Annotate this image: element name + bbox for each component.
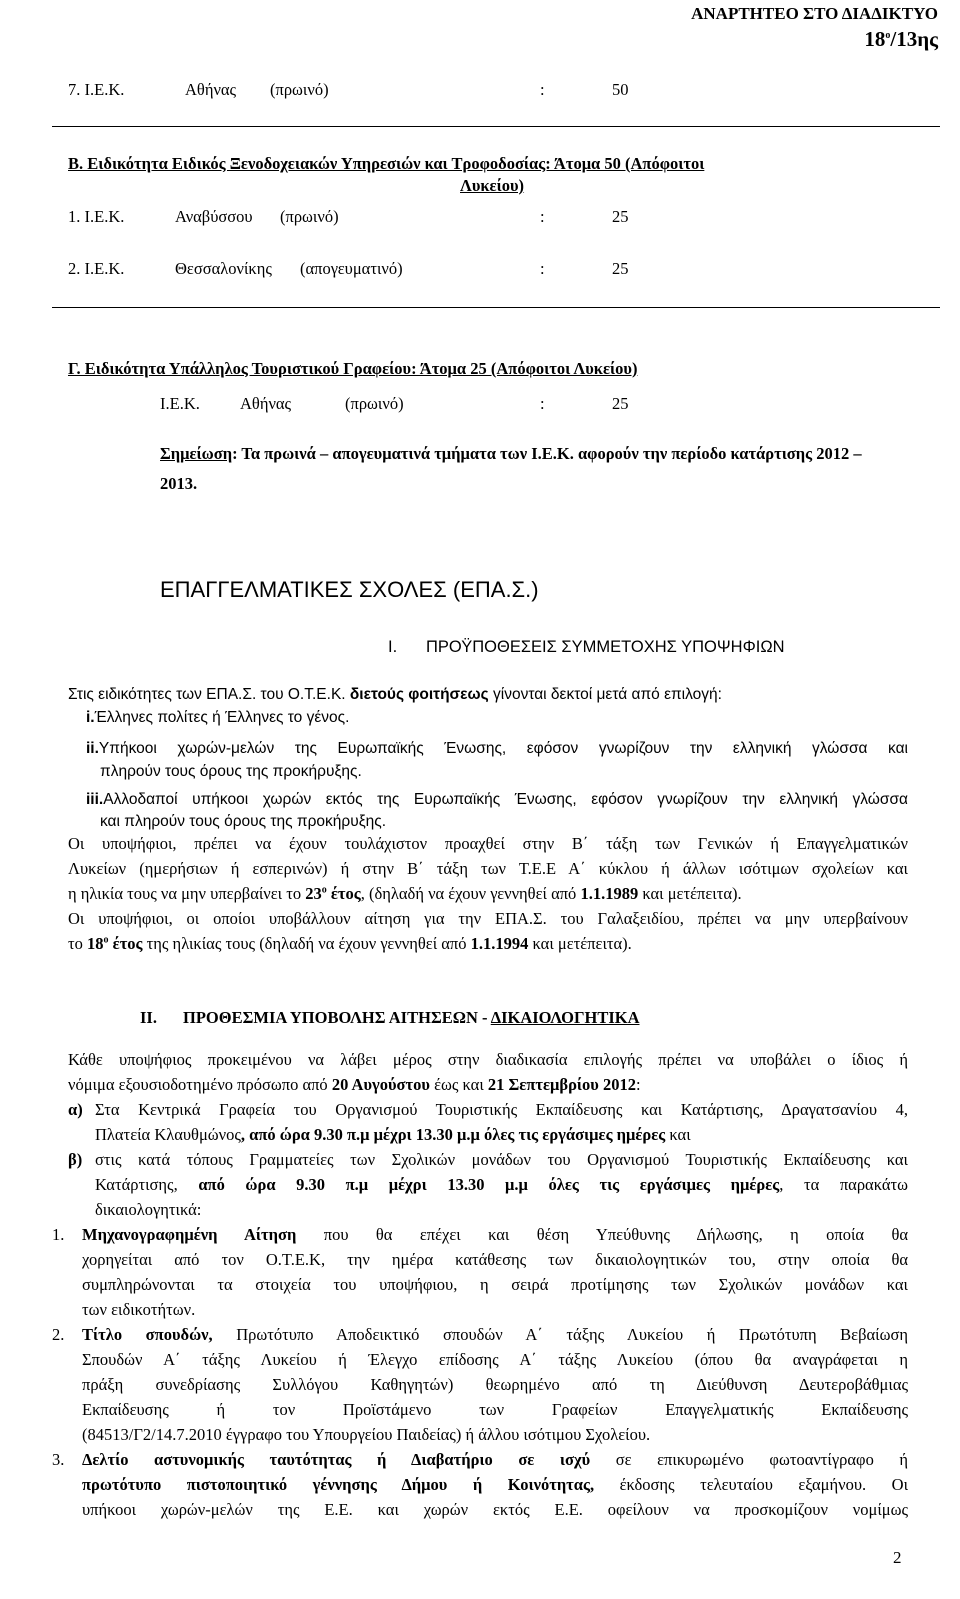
item-colon: :	[540, 80, 545, 99]
list-bold: Δελτίο αστυνομικής ταυτότητας ή Διαβατήριο σε ισχύ	[82, 1450, 591, 1469]
list-bold: πρωτότυπο πιστοποιητικό γέννησης Δήμου ή Κοινότητας,	[82, 1475, 595, 1494]
criterion-text: Αλλοδαποί υπήκοοι χωρών εκτός της Ευρωπαϊκής Ένωσης, εφόσον γνωρίζουν την ελληνική γλώσσα	[103, 791, 908, 808]
session-sup: ο	[885, 30, 891, 41]
list-bold: Μηχανογραφημένη Αίτηση	[82, 1225, 297, 1244]
list-bold: Τίτλο σπουδών,	[82, 1325, 213, 1344]
p2-line2c: και μετέπειτα).	[532, 934, 632, 953]
p1-age-word: έτος	[330, 884, 361, 903]
item-name: Αθήνας	[240, 394, 292, 413]
p1-age-sup: ο	[321, 884, 327, 896]
b-line2	[95, 1175, 908, 1195]
sec1-num: Ι.	[388, 638, 398, 656]
sec2-p-line2	[68, 1075, 641, 1095]
item-name: Αθήνας	[185, 80, 237, 99]
sec2-p-line2c: :	[635, 1075, 641, 1094]
note-label: Σημείωση	[160, 444, 233, 463]
a-line1: Στα Κεντρικά Γραφεία του Οργανισμού Τουριστικής Εκπαίδευσης και Κατάρτισης, Δραγατσανίου 4,	[95, 1100, 908, 1119]
item-name: Θεσσαλονίκης	[175, 259, 272, 278]
item-name: Αναβύσσου	[175, 207, 253, 226]
b-line3: δικαιολογητικά:	[95, 1200, 202, 1219]
p1-line3a: η ηλικία τους να μην υπερβαίνει το	[68, 884, 302, 903]
a-label: α)	[68, 1100, 83, 1119]
list-line: συμπληρώνονται τα στοιχεία του υποψήφιου, η σειρά προτίμησης των Σχολικών μονάδων και	[82, 1275, 908, 1294]
list-line: Εκπαίδευσης ή τον Προϊστάμενο των Γραφείων Επαγγελματικής Εκπαίδευσης	[82, 1400, 908, 1419]
list-rest: Πρωτότυπο Αποδεικτικό σπουδών Α΄ τάξης Λυκείου ή Πρωτότυπη Βεβαίωση	[236, 1325, 908, 1344]
p2-line2b: της ηλικίας τους (δηλαδή να έχουν γεννηθεί από	[146, 934, 467, 953]
criterion-num: i.	[86, 709, 95, 726]
header-title: ΑΝΑΡΤΗΤΕΟ ΣΤΟ ΔΙΑΔΙΚΤΥΟ	[691, 4, 938, 23]
b-label: β)	[68, 1150, 83, 1169]
sec2-num: ΙΙ.	[140, 1008, 157, 1027]
section-b-heading-line1: Β. Ειδικότητα Ειδικός Ξενοδοχειακών Υπηρεσιών και Τροφοδοσίας: Άτομα 50 (Απόφοιτοι	[68, 154, 705, 173]
section-b-heading-line2: Λυκείου)	[460, 176, 525, 195]
p2-line1: Οι υποψήφιοι, οι οποίοι υποβάλλουν αίτηση για την ΕΠΑ.Σ. του Γαλαξειδίου, πρέπει να μην υπερβαίνουν	[68, 909, 908, 928]
p1-line3c: και μετέπειτα).	[642, 884, 742, 903]
criterion-i	[86, 709, 349, 728]
section-g-heading: Γ. Ειδικότητα Υπάλληλος Τουριστικού Γραφείου: Άτομα 25 (Απόφοιτοι Λυκείου)	[68, 359, 638, 378]
item-colon: :	[540, 394, 545, 413]
p2-line2	[68, 934, 632, 954]
p1-line3b: , (δηλαδή να έχουν γεννηθεί από	[360, 884, 577, 903]
item-shift: (πρωινό)	[270, 80, 329, 99]
item-colon: :	[540, 259, 545, 278]
list-rest: που θα επέχει και θέση Υπεύθυνης Δήλωσης, η οποία θα	[323, 1225, 908, 1244]
list-num: 3.	[52, 1450, 65, 1469]
note-line2: 2013.	[160, 474, 198, 493]
sec2-p-line1: Κάθε υποψήφιος προκειμένου να λάβει μέρος στην διαδικασία επιλογής πρέπει να υποβάλει ο ίδιος ή	[68, 1050, 908, 1069]
sec2-title-a: ΠΡΟΘΕΣΜΙΑ ΥΠΟΒΟΛΗΣ ΑΙΤΗΣΕΩΝ -	[183, 1008, 488, 1027]
sec2-title	[183, 1008, 640, 1028]
item-shift: (απογευματινό)	[300, 259, 403, 278]
epas-intro	[68, 686, 722, 705]
p2-date: 1.1.1994	[470, 934, 529, 953]
note-text: : Τα πρωινά – απογευματινά τμήματα των Ι.Ε.Κ. αφορούν την περίοδο κατάρτισης 2012 –	[232, 444, 862, 463]
intro-b: διετούς φοιτήσεως	[349, 686, 489, 703]
list-line: χορηγείται από τον Ο.Τ.Ε.Κ, την ημέρα κατάθεσης των δικαιολογητικών του, στην οποία θα	[82, 1250, 908, 1269]
list-line	[82, 1475, 908, 1495]
criterion-ii-line2: πληρούν τους όρους της προκήρυξης.	[100, 763, 362, 780]
b-line1: στις κατά τόπους Γραμματείες των Σχολικών μονάδων του Οργανισμού Τουριστικής Εκπαίδευσης και	[95, 1150, 908, 1169]
criterion-ii-line1	[86, 740, 908, 759]
a-line2c: και	[669, 1125, 691, 1144]
criterion-text: Υπήκοοι χωρών-μελών της Ευρωπαϊκής Ένωσης, εφόσον γνωρίζουν την ελληνική γλώσσα και	[98, 740, 908, 757]
item-count: 25	[612, 207, 629, 226]
a-line2	[95, 1125, 691, 1145]
intro-a: Στις ειδικότητες των ΕΠΑ.Σ. του Ο.Τ.Ε.Κ.	[68, 686, 346, 703]
item-count: 50	[612, 80, 629, 99]
item-shift: (πρωινό)	[345, 394, 404, 413]
session-num: 18	[864, 27, 886, 51]
a-line2a: Πλατεία Κλαυθμώνος	[95, 1125, 241, 1144]
session-number	[864, 27, 938, 52]
intro-c: γίνονται δεκτοί μετά από επιλογή:	[493, 686, 722, 703]
list-line: υπήκοοι χωρών-μελών της Ε.Ε. και χωρών εκτός Ε.Ε. οφείλουν να προσκομίζουν νομίμως	[82, 1500, 908, 1519]
list-line: πράξη συνεδρίασης Συλλόγου Καθηγητών) θεωρημένο από τη Διεύθυνση Δευτεροβάθμιας	[82, 1375, 908, 1394]
list-line	[82, 1450, 908, 1470]
p1-age: 23	[305, 884, 322, 903]
b-line2a: Κατάρτισης,	[95, 1175, 178, 1194]
p2-age: 18	[87, 934, 104, 953]
list-line: Σπουδών Α΄ τάξης Λυκείου ή Έλεγχο επίδοσης Α΄ τάξης Λυκείου (όπου θα αναγράφεται η	[82, 1350, 908, 1369]
criterion-num: iii.	[86, 791, 104, 808]
p2-age-word: έτος	[112, 934, 143, 953]
item-num: 7. Ι.Ε.Κ.	[68, 80, 125, 99]
page-number: 2	[893, 1548, 902, 1567]
criterion-text: Έλληνες πολίτες ή Έλληνες το γένος.	[94, 709, 350, 726]
sec1-title: ΠΡΟΫΠΟΘΕΣΕΙΣ ΣΥΜΜΕΤΟΧΗΣ ΥΠΟΨΗΦΙΩΝ	[426, 638, 785, 656]
item-count: 25	[612, 394, 629, 413]
p1-line3	[68, 884, 742, 904]
sec2-p-line2a: νόμιμα εξουσιοδοτημένο πρόσωπο από	[68, 1075, 328, 1094]
list-line: (84513/Γ2/14.7.2010 έγγραφο του Υπουργείου Παιδείας) ή άλλου ισότιμου Σχολείου.	[82, 1425, 651, 1444]
b-line2c: , τα παρακάτω	[779, 1175, 909, 1194]
item-colon: :	[540, 207, 545, 226]
session-rest: /13ης	[890, 27, 938, 51]
p2-age-sup: ο	[103, 934, 109, 946]
item-num: 2. Ι.Ε.Κ.	[68, 259, 125, 278]
criterion-num: ii.	[86, 740, 99, 757]
b-line2b: από ώρα 9.30 π.μ μέχρι 13.30 μ.μ όλες τις εργάσιμες ημέρες	[198, 1175, 780, 1194]
p1-date: 1.1.1989	[580, 884, 639, 903]
criterion-iii-line1	[86, 791, 908, 810]
item-num: 1. Ι.Ε.Κ.	[68, 207, 125, 226]
sec2-date2: 21 Σεπτεμβρίου 2012	[487, 1075, 636, 1094]
sec2-title-b: ΔΙΚΑΙΟΛΟΓΗΤΙΚΑ	[490, 1008, 640, 1027]
epas-title: ΕΠΑΓΓΕΛΜΑΤΙΚΕΣ ΣΧΟΛΕΣ (ΕΠΑ.Σ.)	[160, 577, 539, 602]
divider	[52, 307, 940, 308]
item-num: Ι.Ε.Κ.	[160, 394, 200, 413]
section-b-heading	[68, 154, 704, 174]
list-line	[82, 1325, 908, 1345]
divider	[52, 126, 940, 127]
p1-line2: Λυκείων (ημερήσιων ή εσπερινών) ή στην Β΄ τάξη των Τ.Ε.Ε Α΄ κύκλου ή άλλων ισότιμων σχολείων και	[68, 859, 908, 878]
list-line: των ειδικοτήτων.	[82, 1300, 196, 1319]
list-num: 2.	[52, 1325, 65, 1344]
list-num: 1.	[52, 1225, 65, 1244]
list-rest: σε επικυρωμένο φωτοαντίγραφο ή	[615, 1450, 908, 1469]
item-shift: (πρωινό)	[280, 207, 339, 226]
sec2-date1: 20 Αυγούστου	[331, 1075, 430, 1094]
list-line	[82, 1225, 908, 1245]
criterion-iii-line2: και πληρούν τους όρους της προκήρυξης.	[100, 813, 387, 830]
sec2-p-line2b: έως και	[434, 1075, 484, 1094]
a-line2b: , από ώρα 9.30 π.μ μέχρι 13.30 μ.μ όλες τις εργάσιμες ημέρες	[240, 1125, 666, 1144]
item-count: 25	[612, 259, 629, 278]
p1-line1: Οι υποψήφιοι, πρέπει να έχουν τουλάχιστον προαχθεί στην Β΄ τάξη των Γενικών ή Επαγγελματικών	[68, 834, 908, 853]
p2-line2a: το	[68, 934, 83, 953]
note-line1	[160, 444, 862, 464]
list-rest: έκδοσης τελευταίου εξαμήνου. Οι	[619, 1475, 909, 1494]
